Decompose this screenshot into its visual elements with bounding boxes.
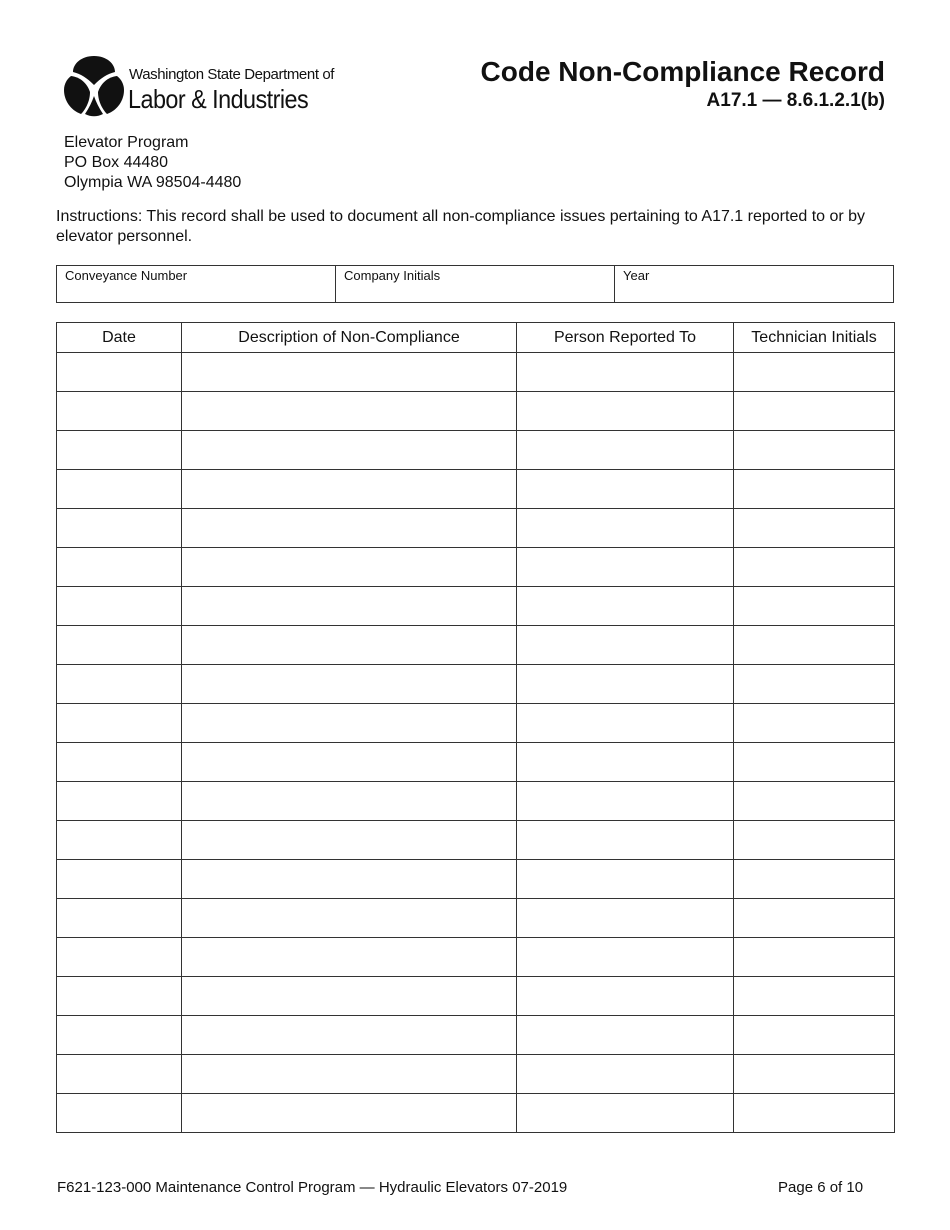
technician-initials-cell[interactable] [734,392,895,431]
date-cell[interactable] [57,353,182,392]
technician-initials-cell[interactable] [734,1055,895,1094]
description-cell[interactable] [182,938,517,977]
logo-agency-name: Labor & Industries [128,84,309,114]
date-cell[interactable] [57,938,182,977]
column-header-description: Description of Non-Compliance [182,323,517,353]
description-cell[interactable] [182,704,517,743]
column-header-technician-initials: Technician Initials [734,323,895,353]
company-initials-field[interactable] [336,266,615,302]
description-cell[interactable] [182,782,517,821]
technician-initials-cell[interactable] [734,743,895,782]
technician-initials-cell[interactable] [734,899,895,938]
technician-initials-cell[interactable] [734,782,895,821]
technician-initials-cell[interactable] [734,860,895,899]
conveyance-info-box [56,265,894,303]
lni-trefoil-logo-icon [63,54,125,118]
table-row [57,1055,895,1094]
person-reported-to-cell[interactable] [517,587,734,626]
table-row [57,704,895,743]
company-initials-label: Company Initials [344,268,441,283]
description-cell[interactable] [182,977,517,1016]
description-cell[interactable] [182,470,517,509]
technician-initials-cell[interactable] [734,470,895,509]
technician-initials-cell[interactable] [734,587,895,626]
description-cell[interactable] [182,548,517,587]
person-reported-to-cell[interactable] [517,1016,734,1055]
description-cell[interactable] [182,1016,517,1055]
table-row [57,938,895,977]
date-cell[interactable] [57,665,182,704]
description-cell[interactable] [182,587,517,626]
year-field[interactable] [615,266,893,302]
technician-initials-cell[interactable] [734,1016,895,1055]
table-row [57,626,895,665]
table-row [57,470,895,509]
technician-initials-cell[interactable] [734,977,895,1016]
column-header-person-reported-to: Person Reported To [517,323,734,353]
description-cell[interactable] [182,1094,517,1133]
page-subtitle: A17.1 — 8.6.1.2.1(b) [706,90,885,111]
person-reported-to-cell[interactable] [517,938,734,977]
technician-initials-cell[interactable] [734,431,895,470]
person-reported-to-cell[interactable] [517,1055,734,1094]
person-reported-to-cell[interactable] [517,743,734,782]
technician-initials-cell[interactable] [734,665,895,704]
description-cell[interactable] [182,509,517,548]
person-reported-to-cell[interactable] [517,977,734,1016]
date-cell[interactable] [57,782,182,821]
address-line-3: Olympia WA 98504-4480 [64,174,242,191]
table-row [57,1094,895,1133]
table-row [57,587,895,626]
year-label: Year [623,268,650,283]
table-row [57,899,895,938]
person-reported-to-cell[interactable] [517,860,734,899]
conveyance-number-field[interactable] [57,266,336,302]
title-block [481,55,885,113]
description-cell[interactable] [182,626,517,665]
address-line-2: PO Box 44480 [64,154,169,171]
person-reported-to-cell[interactable] [517,509,734,548]
table-row [57,821,895,860]
date-cell[interactable] [57,1016,182,1055]
date-cell[interactable] [57,431,182,470]
technician-initials-cell[interactable] [734,938,895,977]
person-reported-to-cell[interactable] [517,431,734,470]
log-table-body [57,353,895,1133]
date-cell[interactable] [57,587,182,626]
description-cell[interactable] [182,431,517,470]
date-cell[interactable] [57,704,182,743]
person-reported-to-cell[interactable] [517,353,734,392]
description-cell[interactable] [182,1055,517,1094]
date-cell[interactable] [57,899,182,938]
table-row [57,860,895,899]
address-line-1: Elevator Program [64,134,189,151]
person-reported-to-cell[interactable] [517,821,734,860]
description-cell[interactable] [182,821,517,860]
person-reported-to-cell[interactable] [517,899,734,938]
table-row [57,743,895,782]
mailing-address [64,133,241,193]
person-reported-to-cell[interactable] [517,392,734,431]
technician-initials-cell[interactable] [734,626,895,665]
date-cell[interactable] [57,1055,182,1094]
date-cell[interactable] [57,392,182,431]
conveyance-number-label: Conveyance Number [65,268,188,283]
technician-initials-cell[interactable] [734,548,895,587]
person-reported-to-cell[interactable] [517,704,734,743]
description-cell[interactable] [182,665,517,704]
instructions-text: Instructions: This record shall be used to document all non-compliance issues pertaining to A17.1 reported to or by elevator personnel. [56,208,866,245]
footer-form-info: F621-123-000 Maintenance Control Program — Hydraulic Elevators 07-2019 [57,1179,568,1196]
technician-initials-cell[interactable] [734,509,895,548]
table-row [57,1016,895,1055]
person-reported-to-cell[interactable] [517,782,734,821]
date-cell[interactable] [57,548,182,587]
date-cell[interactable] [57,509,182,548]
column-header-date: Date [57,323,182,353]
description-cell[interactable] [182,860,517,899]
description-cell[interactable] [182,743,517,782]
lni-logo [63,54,333,118]
page-title: Code Non-Compliance Record [480,56,885,87]
non-compliance-log-table [56,322,895,1133]
description-cell[interactable] [182,353,517,392]
person-reported-to-cell[interactable] [517,626,734,665]
technician-initials-cell[interactable] [734,353,895,392]
logo-department-line: Washington State Department of [129,66,335,83]
description-cell[interactable] [182,899,517,938]
table-row [57,431,895,470]
date-cell[interactable] [57,743,182,782]
date-cell[interactable] [57,860,182,899]
person-reported-to-cell[interactable] [517,548,734,587]
technician-initials-cell[interactable] [734,821,895,860]
table-row [57,509,895,548]
description-cell[interactable] [182,392,517,431]
person-reported-to-cell[interactable] [517,470,734,509]
table-row [57,665,895,704]
table-header-row [57,323,895,353]
table-row [57,392,895,431]
person-reported-to-cell[interactable] [517,1094,734,1133]
date-cell[interactable] [57,1094,182,1133]
technician-initials-cell[interactable] [734,1094,895,1133]
person-reported-to-cell[interactable] [517,665,734,704]
table-row [57,548,895,587]
date-cell[interactable] [57,470,182,509]
date-cell[interactable] [57,977,182,1016]
footer-page-number: Page 6 of 10 [778,1179,864,1196]
table-row [57,977,895,1016]
date-cell[interactable] [57,821,182,860]
date-cell[interactable] [57,626,182,665]
technician-initials-cell[interactable] [734,704,895,743]
table-row [57,353,895,392]
table-row [57,782,895,821]
